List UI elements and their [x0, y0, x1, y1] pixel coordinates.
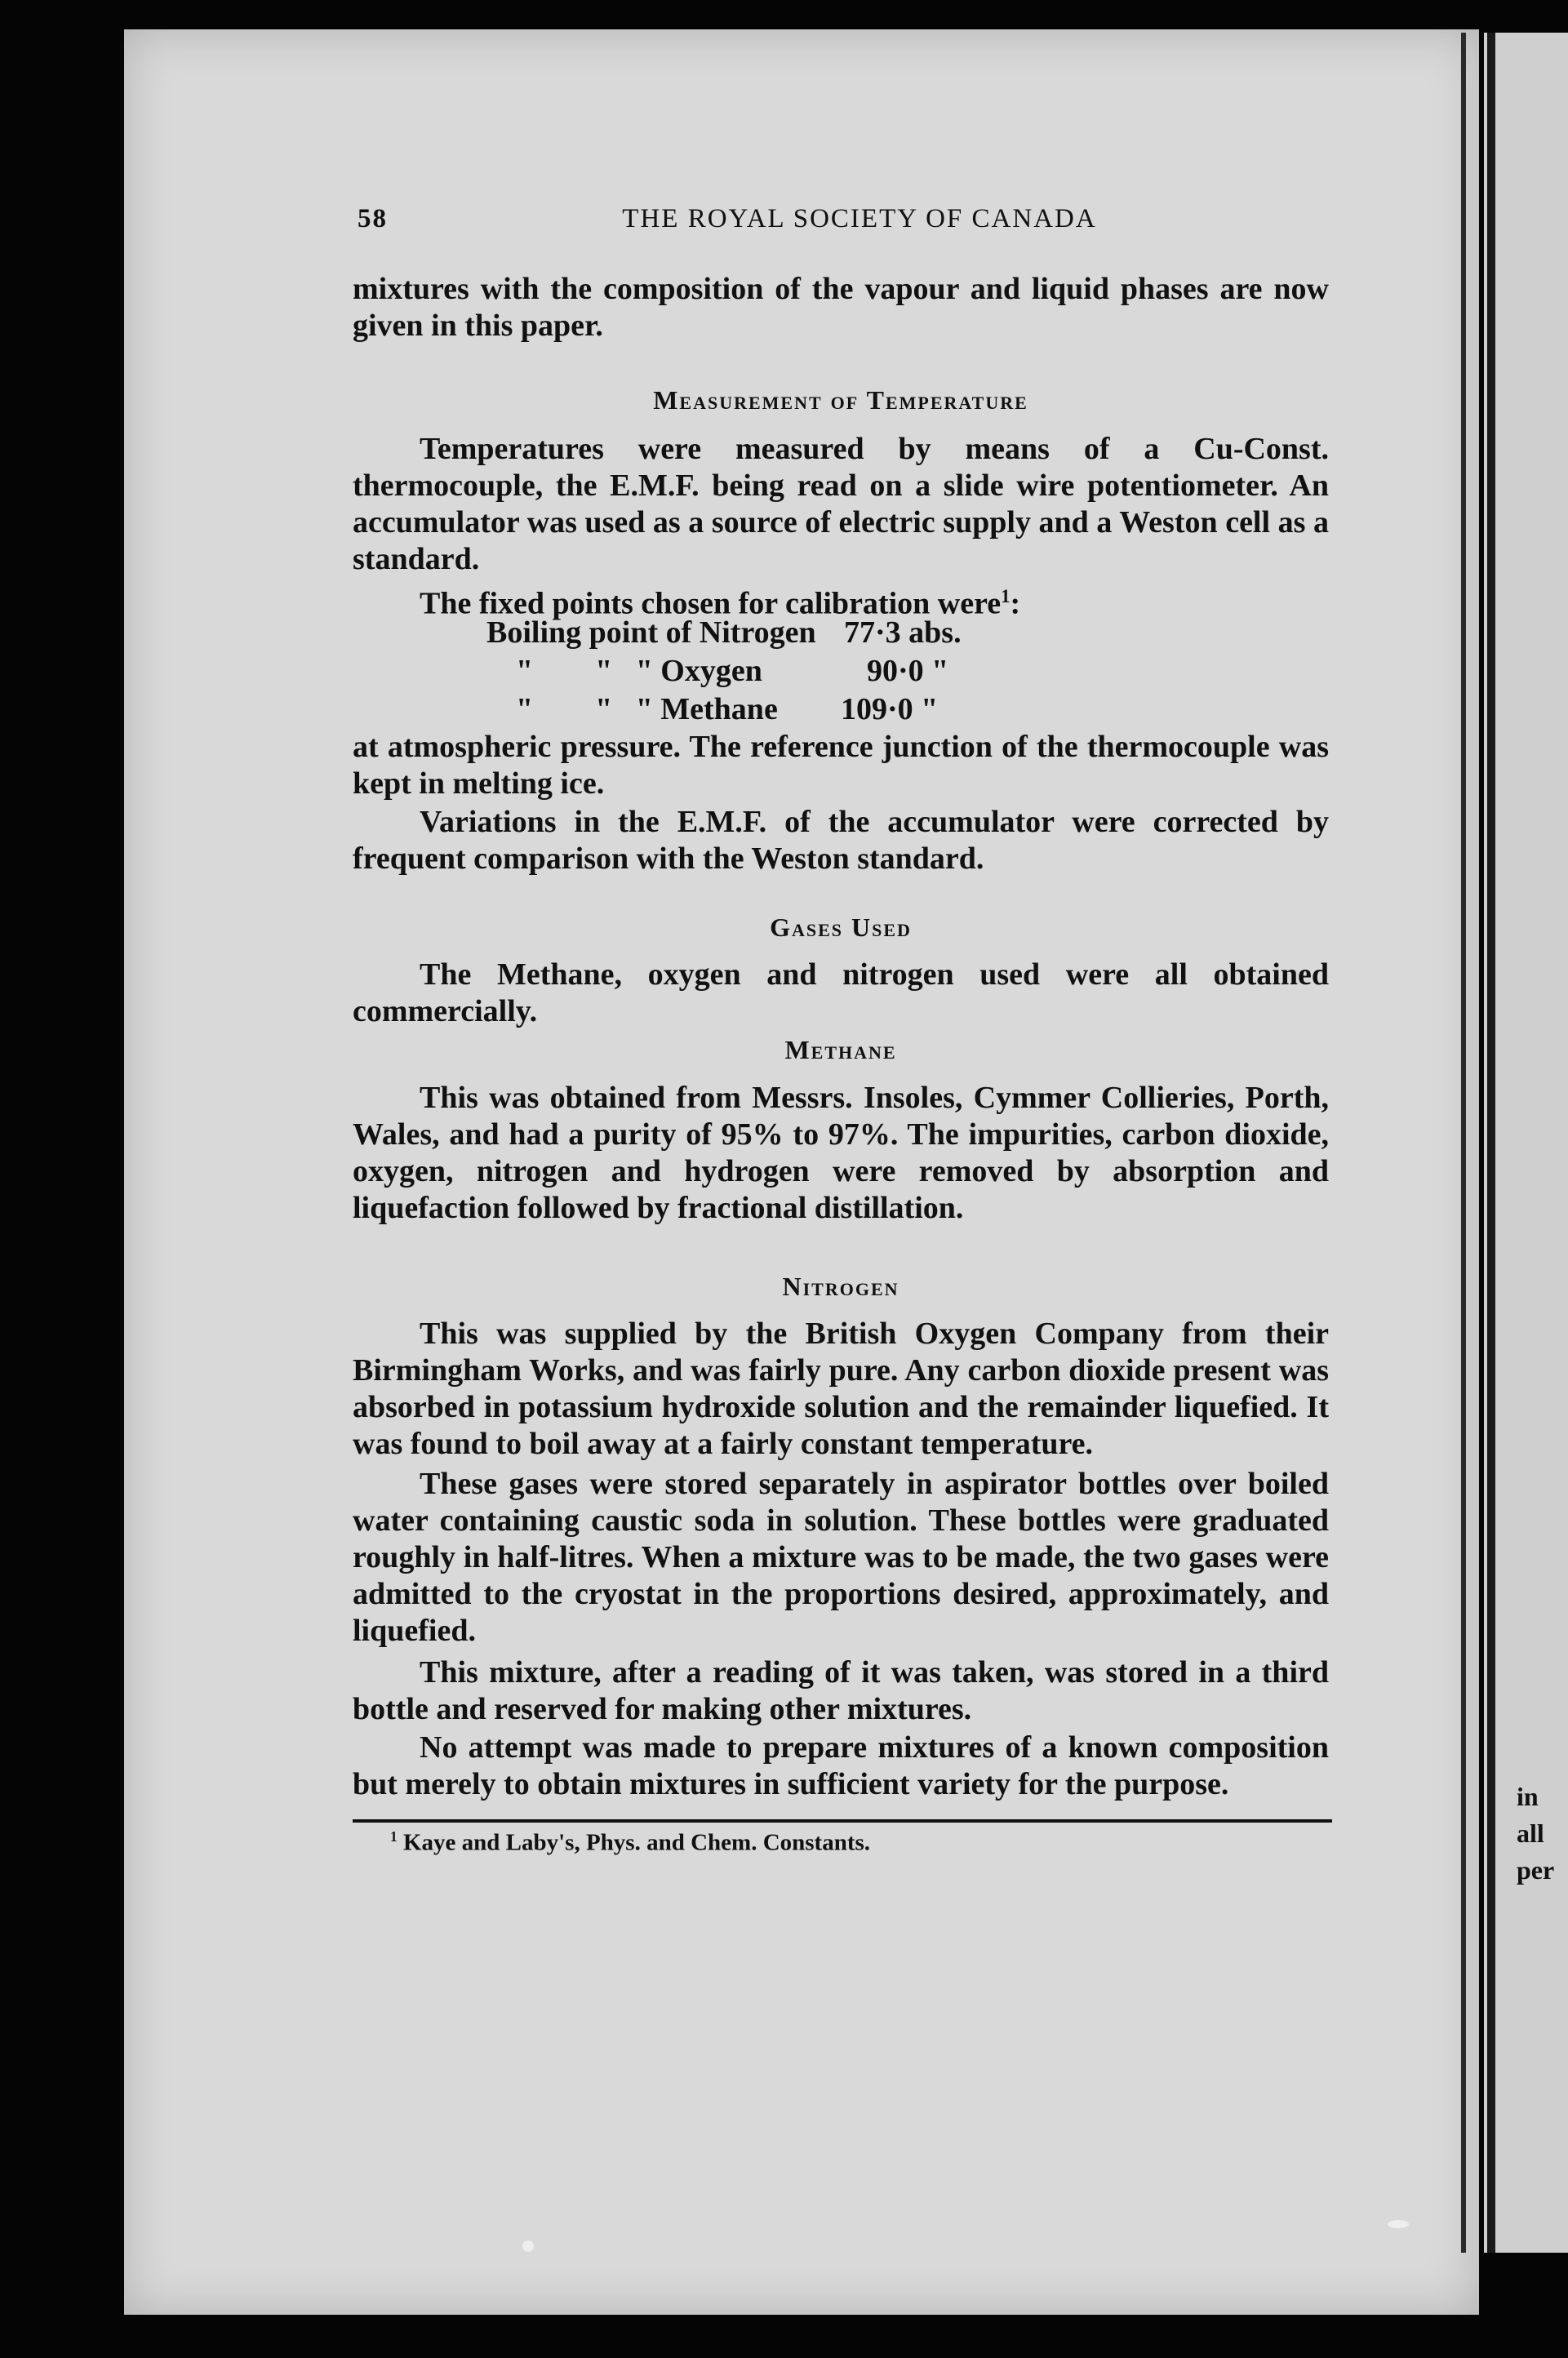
paragraph-text: Temperatures were measured by means of a Cu-Const. thermocouple, the E.M.F. being read on a slide wire potentiometer. An accumulator was used as a source of electric supply and a Weston cell as a standard. [353, 432, 1329, 576]
paragraph-text: This was supplied by the British Oxygen Company from their Birmingham Works, and was fairly pure. Any carbon dioxide present was absorbed in potassium hydroxide solution and the remainder liquefied. It was found to boil away at a fairly constant temperature. [353, 1317, 1329, 1461]
gases-paragraph [353, 957, 1329, 1030]
section-heading-nitrogen: Nitrogen [782, 1272, 899, 1301]
section-heading-temperature: Measurement of Temperature [653, 385, 1028, 415]
paragraph-text: This mixture, after a reading of it was taken, was stored in a third bottle and reserved for making other mixtures. [353, 1655, 1329, 1726]
facing-page-edge [1484, 33, 1568, 2253]
facing-page-fragment: in [1517, 1782, 1539, 1811]
calibration-value: 109·0 " [841, 692, 939, 726]
footnote-text: Kaye and Laby's, Phys. and Chem. Constants. [402, 1829, 871, 1856]
punctuation: : [1010, 586, 1021, 621]
paragraph-text: The Methane, oxygen and nitrogen used were all obtained commercially. [353, 957, 1329, 1028]
binding-shadow [1461, 33, 1466, 2253]
calibration-label: " " " Methane [516, 692, 778, 726]
nitrogen-paragraph-3 [353, 1654, 1329, 1728]
footnote-marker: 1 [390, 1828, 398, 1845]
section-heading-gases: Gases Used [770, 913, 912, 942]
section-heading-methane: Methane [784, 1035, 897, 1064]
paragraph-text: at atmospheric pressure. The reference junction of the thermocouple was kept in melting ice. [353, 730, 1329, 801]
scan-speck [1388, 2220, 1409, 2228]
temperature-paragraph-1 [353, 431, 1329, 578]
intro-paragraph [353, 271, 1329, 344]
nitrogen-paragraph-4 [353, 1730, 1329, 1803]
calibration-label: " " " Oxygen [516, 654, 762, 688]
nitrogen-paragraph-2 [353, 1466, 1329, 1650]
calibration-label: Boiling point of Nitrogen [486, 615, 816, 650]
page-number: 58 [358, 204, 388, 233]
running-title: THE ROYAL SOCIETY OF CANADA [622, 204, 1097, 233]
temperature-paragraph-4 [353, 804, 1329, 877]
facing-page-border [1487, 33, 1495, 2253]
methane-paragraph [353, 1080, 1329, 1227]
nitrogen-paragraph-1 [353, 1316, 1329, 1463]
facing-page-fragment: all [1517, 1818, 1544, 1848]
footnote-divider [353, 1819, 1332, 1823]
paragraph-text: No attempt was made to prepare mixtures of a known composition but merely to obtain mixtures in sufficient variety for the purpose. [353, 1730, 1329, 1801]
intro-text: mixtures with the composition of the vapour and liquid phases are now given in this paper. [353, 272, 1329, 343]
paragraph-text: These gases were stored separately in aspirator bottles over boiled water containing caustic soda in solution. These bottles were graduated roughly in half-litres. When a mixture was to be made, the two gases were admitted to the cryostat in the proportions desired, approximately, and liquefied. [353, 1467, 1329, 1648]
paragraph-text: This was obtained from Messrs. Insoles, Cymmer Collieries, Porth, Wales, and had a purity of 95% to 97%. The impurities, carbon dioxide, oxygen, nitrogen and hydrogen were removed by absorption and liquefaction followed by fractional distillation. [353, 1081, 1329, 1225]
scan-speck [522, 2240, 534, 2252]
calibration-value: 77·3 abs. [844, 615, 962, 650]
paragraph-text: Variations in the E.M.F. of the accumulator were corrected by frequent comparison with the Weston standard. [353, 805, 1329, 876]
footnote [390, 1828, 870, 1857]
footnote-reference: 1 [1001, 586, 1011, 606]
paragraph-text: The fixed points chosen for calibration were [420, 586, 1002, 621]
temperature-paragraph-3 [353, 729, 1329, 802]
calibration-value: 90·0 " [867, 654, 949, 688]
facing-page-fragment: per [1517, 1855, 1555, 1885]
